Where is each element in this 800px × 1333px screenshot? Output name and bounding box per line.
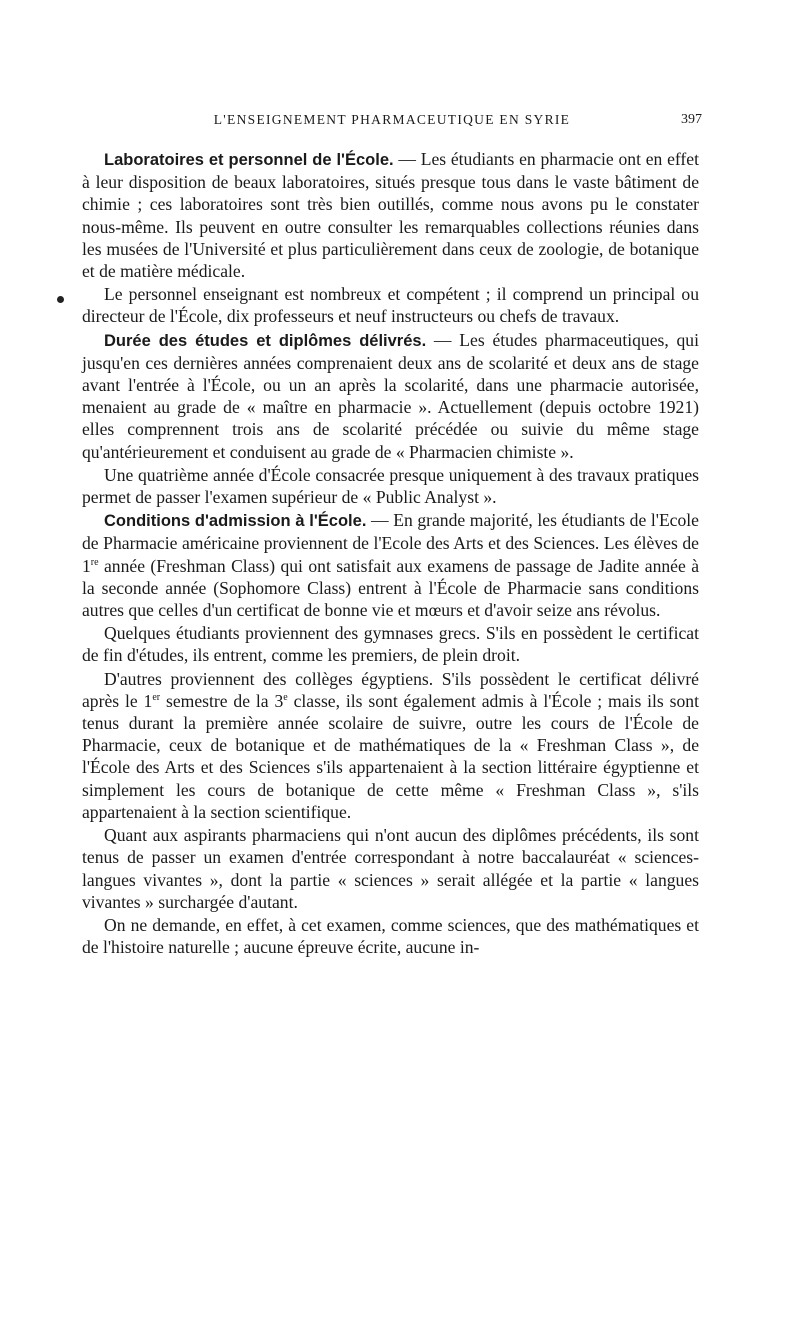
paragraph-text: On ne demande, en effet, à cet examen, comme sciences, que des mathématiques et de l'histoire naturelle ; aucune épreuve écrite, aucune in- [82,914,699,958]
paragraph-laboratoires [82,148,699,282]
paragraph-examen [82,914,699,958]
page-number: 397 [681,112,702,127]
paragraph-personnel [82,283,699,327]
body-text [82,148,699,959]
paragraph-text: Une quatrième année d'École consacrée presque uniquement à des travaux pratiques permet de passer l'examen supérieur de « Public Analyst ». [82,464,699,508]
section-title: Conditions d'admission à l'École. [104,512,367,531]
paragraph-quatrieme-annee [82,464,699,508]
paragraph-text: Quant aux aspirants pharmaciens qui n'ont aucun des diplômes précédents, ils sont tenus de passer un examen d'entrée correspondant à notre baccalauréat « sciences-langues vivantes », dont la partie « sciences » serait allégée et la partie « langues vivantes » surchargée d'autant. [82,825,699,912]
paragraph-colleges [82,668,699,823]
superscript: re [90,556,99,568]
running-head: L'ENSEIGNEMENT PHARMACEUTIQUE EN SYRIE [213,112,571,127]
paragraph-text: classe, ils sont également admis à l'École ; mais ils sont tenus durant la première année scolaire de suivre, outre les cours de l'École de Pharmacie, ceux de botanique et de mathématiques de la « Freshman Class », de l'École des Arts et des Sciences s'ils appartenaient à la section littéraire égyptienne et simplement les cours de botanique de cette même « Freshman Class », s'ils appartenaient à la section scientifique. [82,690,699,822]
section-title: Durée des études et diplômes délivrés. [104,331,427,350]
section-title: Laboratoires et personnel de l'École. [104,151,394,169]
margin-dot-mark [57,296,64,303]
paragraph-aspirants [82,824,699,913]
paragraph-text: — Les étudiants en pharmacie ont en effet à leur disposition de beaux laboratoires, situés presque tous dans le vaste bâtiment de chimie ; ces laboratoires sont très bien outillés, comme nous avons pu le constater nous-même. Ils peuvent en outre consulter les remarquables collections réunies dans les musées de l'Université et plus particulièrement dans ceux de zoologie, de botanique et de matière médicale. [82,149,699,282]
paragraph-duree [82,329,699,463]
paragraph-conditions [82,509,699,621]
paragraph-text: — En grande majorité, les étudiants de l'Ecole de Pharmacie américaine proviennent de l'Ecole des Arts et des Sciences. Les élèves de 1 [82,510,699,576]
page-header [82,110,702,134]
superscript: er [152,692,161,704]
paragraph-text: Quelques étudiants proviennent des gymnases grecs. S'ils en possèdent le certificat de fin d'études, ils entrent, comme les premiers, de plein droit. [82,623,699,666]
paragraph-text: Le personnel enseignant est nombreux et compétent ; il comprend un principal ou directeur de l'École, dix professeurs et neuf instructeurs ou chefs de travaux. [82,284,699,327]
paragraph-text: semestre de la 3 [160,690,284,711]
paragraph-text: — Les études pharmaceutiques, qui jusqu'en ces dernières années comprenaient deux ans de scolarité et deux ans de stage avant l'entrée à l'École, ou un an après la scolarité, dans une pharmacie autorisée, menaient au grade de « maître en pharmacie ». Actuellement (depuis octobre 1921) elles comprennent trois ans de scolarité précédée ou suivie du même stage qu'antérieurement et conduisent au grade de « Pharmacien chimiste ». [82,329,699,462]
paragraph-text: année (Freshman Class) qui ont satisfait aux examens de passage de Jadite année à la seconde année (Sophomore Class) entrent à l'École de Pharmacie sans conditions autres que celles d'un certificat de bonne vie et mœurs et d'avoir seize ans révolus. [82,555,699,621]
paragraph-gymnases [82,622,699,666]
superscript: e [283,692,288,704]
paragraph-text: D'autres proviennent des collèges égyptiens. S'ils possèdent le certificat délivré après le 1 [82,668,699,711]
